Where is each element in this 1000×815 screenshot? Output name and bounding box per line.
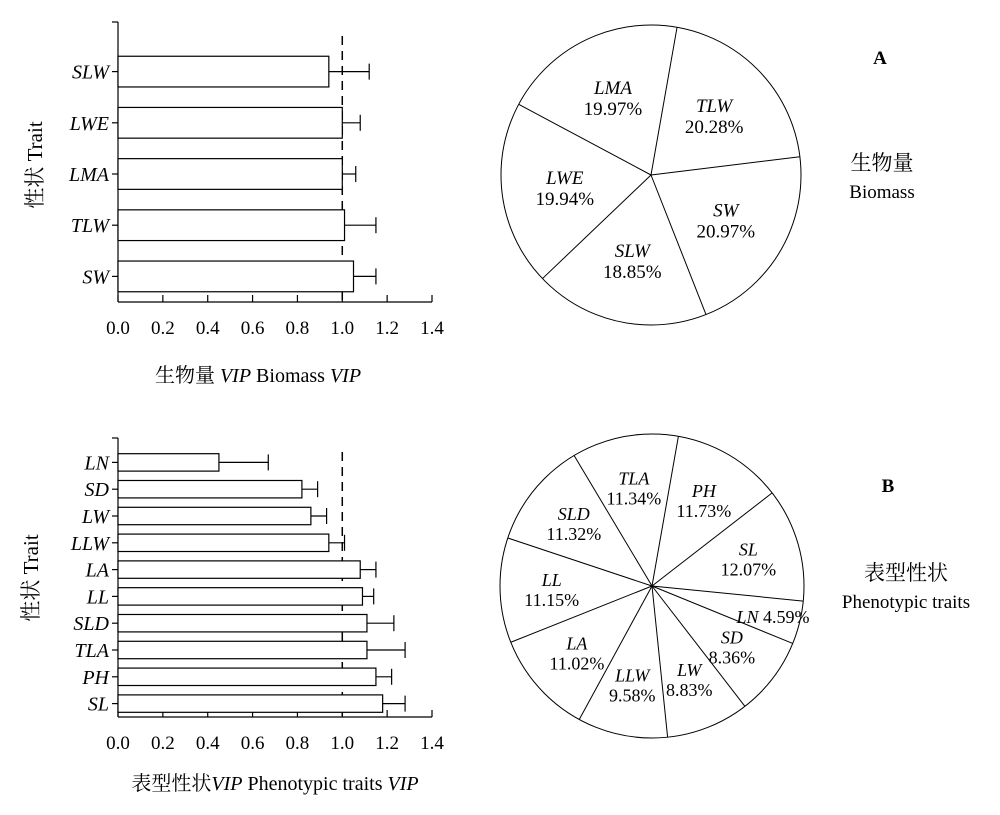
biomass-vip-bar-chart (23, 22, 444, 387)
bar-tla (118, 641, 367, 658)
bar-sw (118, 261, 354, 292)
slice-percent-lwe: 19.94% (535, 188, 595, 210)
category-label-tla: TLA (74, 640, 109, 662)
x-tick-label: 0.6 (240, 318, 265, 339)
slice-name-sw: SW (713, 200, 739, 222)
x-axis-title-part: 表型性状 (131, 773, 212, 795)
x-axis-title-part: Biomass (251, 365, 330, 387)
bar-lw (118, 507, 311, 524)
slice-percent-tla: 11.34% (606, 488, 662, 509)
bar-sd (118, 480, 302, 497)
biomass-pie-chart (501, 25, 915, 325)
slice-name-sd: SD (720, 627, 743, 648)
x-axis-title (131, 772, 418, 795)
category-label-la: LA (85, 559, 109, 582)
slice-name-lw: LW (677, 660, 702, 681)
panel-side-label: 表型性状 (864, 561, 948, 585)
bar-sl (118, 695, 383, 712)
slice-name-lwe: LWE (546, 167, 584, 189)
x-tick-label: 0.0 (106, 733, 130, 754)
bar-la (118, 561, 360, 578)
panel-side-label: Phenotypic traits (841, 592, 971, 613)
bar-slw (118, 56, 329, 87)
slice-name-sld: SLD (557, 504, 590, 525)
x-axis-title (155, 364, 361, 387)
slice-percent-ph: 11.73% (676, 501, 732, 522)
slice-name-llw: LLW (615, 665, 650, 686)
x-tick-label: 0.4 (195, 318, 220, 339)
category-label-lw: LW (81, 506, 109, 528)
x-axis-title-part: VIP (219, 365, 252, 387)
bar-ll (118, 588, 362, 605)
bar-ph (118, 668, 376, 685)
x-tick-label: 1.2 (375, 733, 400, 754)
category-label-lma: LMA (69, 164, 109, 186)
slice-percent-lma: 19.97% (583, 98, 643, 120)
slice-name-ll: LL (541, 569, 562, 590)
bar-ln (118, 454, 219, 471)
slice-percent-llw: 9.58% (609, 685, 656, 706)
slice-name-sl: SL (738, 539, 758, 560)
category-label-ll: LL (86, 586, 109, 609)
slice-label-ln (735, 607, 809, 627)
y-axis-title: 性状 Trait (19, 534, 43, 622)
slice-percent-lw: 8.83% (665, 680, 713, 701)
x-tick-label: 0.8 (285, 733, 310, 754)
x-tick-label: 0.4 (195, 733, 220, 754)
slice-percent-ll: 11.15% (524, 589, 580, 610)
x-tick-label: 1.0 (330, 318, 355, 339)
slice-percent-slw: 18.85% (603, 261, 662, 283)
slice-percent-la: 11.02% (549, 653, 605, 674)
phenotypic-pie-chart (500, 434, 970, 738)
bar-sld (118, 614, 367, 631)
x-tick-label: 1.4 (420, 318, 444, 339)
slice-name-ph: PH (691, 481, 716, 502)
bar-lwe (118, 107, 342, 138)
x-tick-label: 0.0 (106, 318, 130, 339)
category-label-tlw: TLW (70, 215, 109, 238)
slice-percent-sld: 11.32% (546, 524, 602, 545)
slice-name-tla: TLA (618, 468, 650, 489)
category-label-slw: SLW (71, 61, 109, 84)
bar-llw (118, 534, 329, 551)
x-tick-label: 1.0 (330, 733, 355, 754)
panel-side-label: 生物量 (850, 151, 914, 175)
slice-percent-sw: 20.97% (696, 221, 756, 243)
slice-name-la: LA (566, 633, 588, 654)
category-label-sd: SD (84, 479, 109, 502)
x-tick-label: 0.6 (240, 733, 265, 754)
x-tick-label: 1.2 (375, 318, 400, 339)
bar-tlw (118, 210, 345, 241)
x-axis-title-part: 生物量 (154, 365, 220, 387)
slice-percent: 4.59% (762, 607, 810, 628)
slice-name: LN (736, 607, 763, 628)
slice-percent-tlw: 20.28% (684, 117, 744, 139)
x-tick-label: 0.2 (150, 733, 175, 754)
category-label-sl: SL (87, 693, 109, 716)
category-label-sld: SLD (73, 613, 109, 636)
phenotypic-vip-bar-chart (19, 438, 444, 795)
y-axis-title: 性状 Trait (23, 121, 47, 209)
category-label-lwe: LWE (69, 112, 109, 135)
panel-letter: A (873, 48, 887, 69)
slice-percent-sd: 8.36% (708, 647, 756, 668)
x-tick-label: 0.8 (285, 318, 310, 339)
x-tick-label: 1.4 (420, 733, 444, 754)
panel-letter: B (881, 476, 895, 497)
slice-name-lma: LMA (593, 77, 632, 99)
panel-side-label: Biomass (849, 182, 915, 203)
bar-lma (118, 159, 342, 190)
category-label-sw: SW (82, 266, 109, 289)
x-axis-title-part: Phenotypic traits (242, 773, 388, 795)
slice-name-tlw: TLW (695, 96, 733, 118)
category-label-llw: LLW (70, 532, 109, 555)
category-label-ph: PH (82, 666, 109, 689)
x-axis-title-part: VIP (211, 773, 243, 795)
slice-percent-sl: 12.07% (720, 559, 777, 580)
x-axis-title-part: VIP (329, 365, 362, 387)
slice-name-slw: SLW (614, 240, 650, 262)
category-label-ln: LN (84, 452, 109, 475)
x-tick-label: 0.2 (150, 318, 175, 339)
x-axis-title-part: VIP (387, 773, 419, 795)
